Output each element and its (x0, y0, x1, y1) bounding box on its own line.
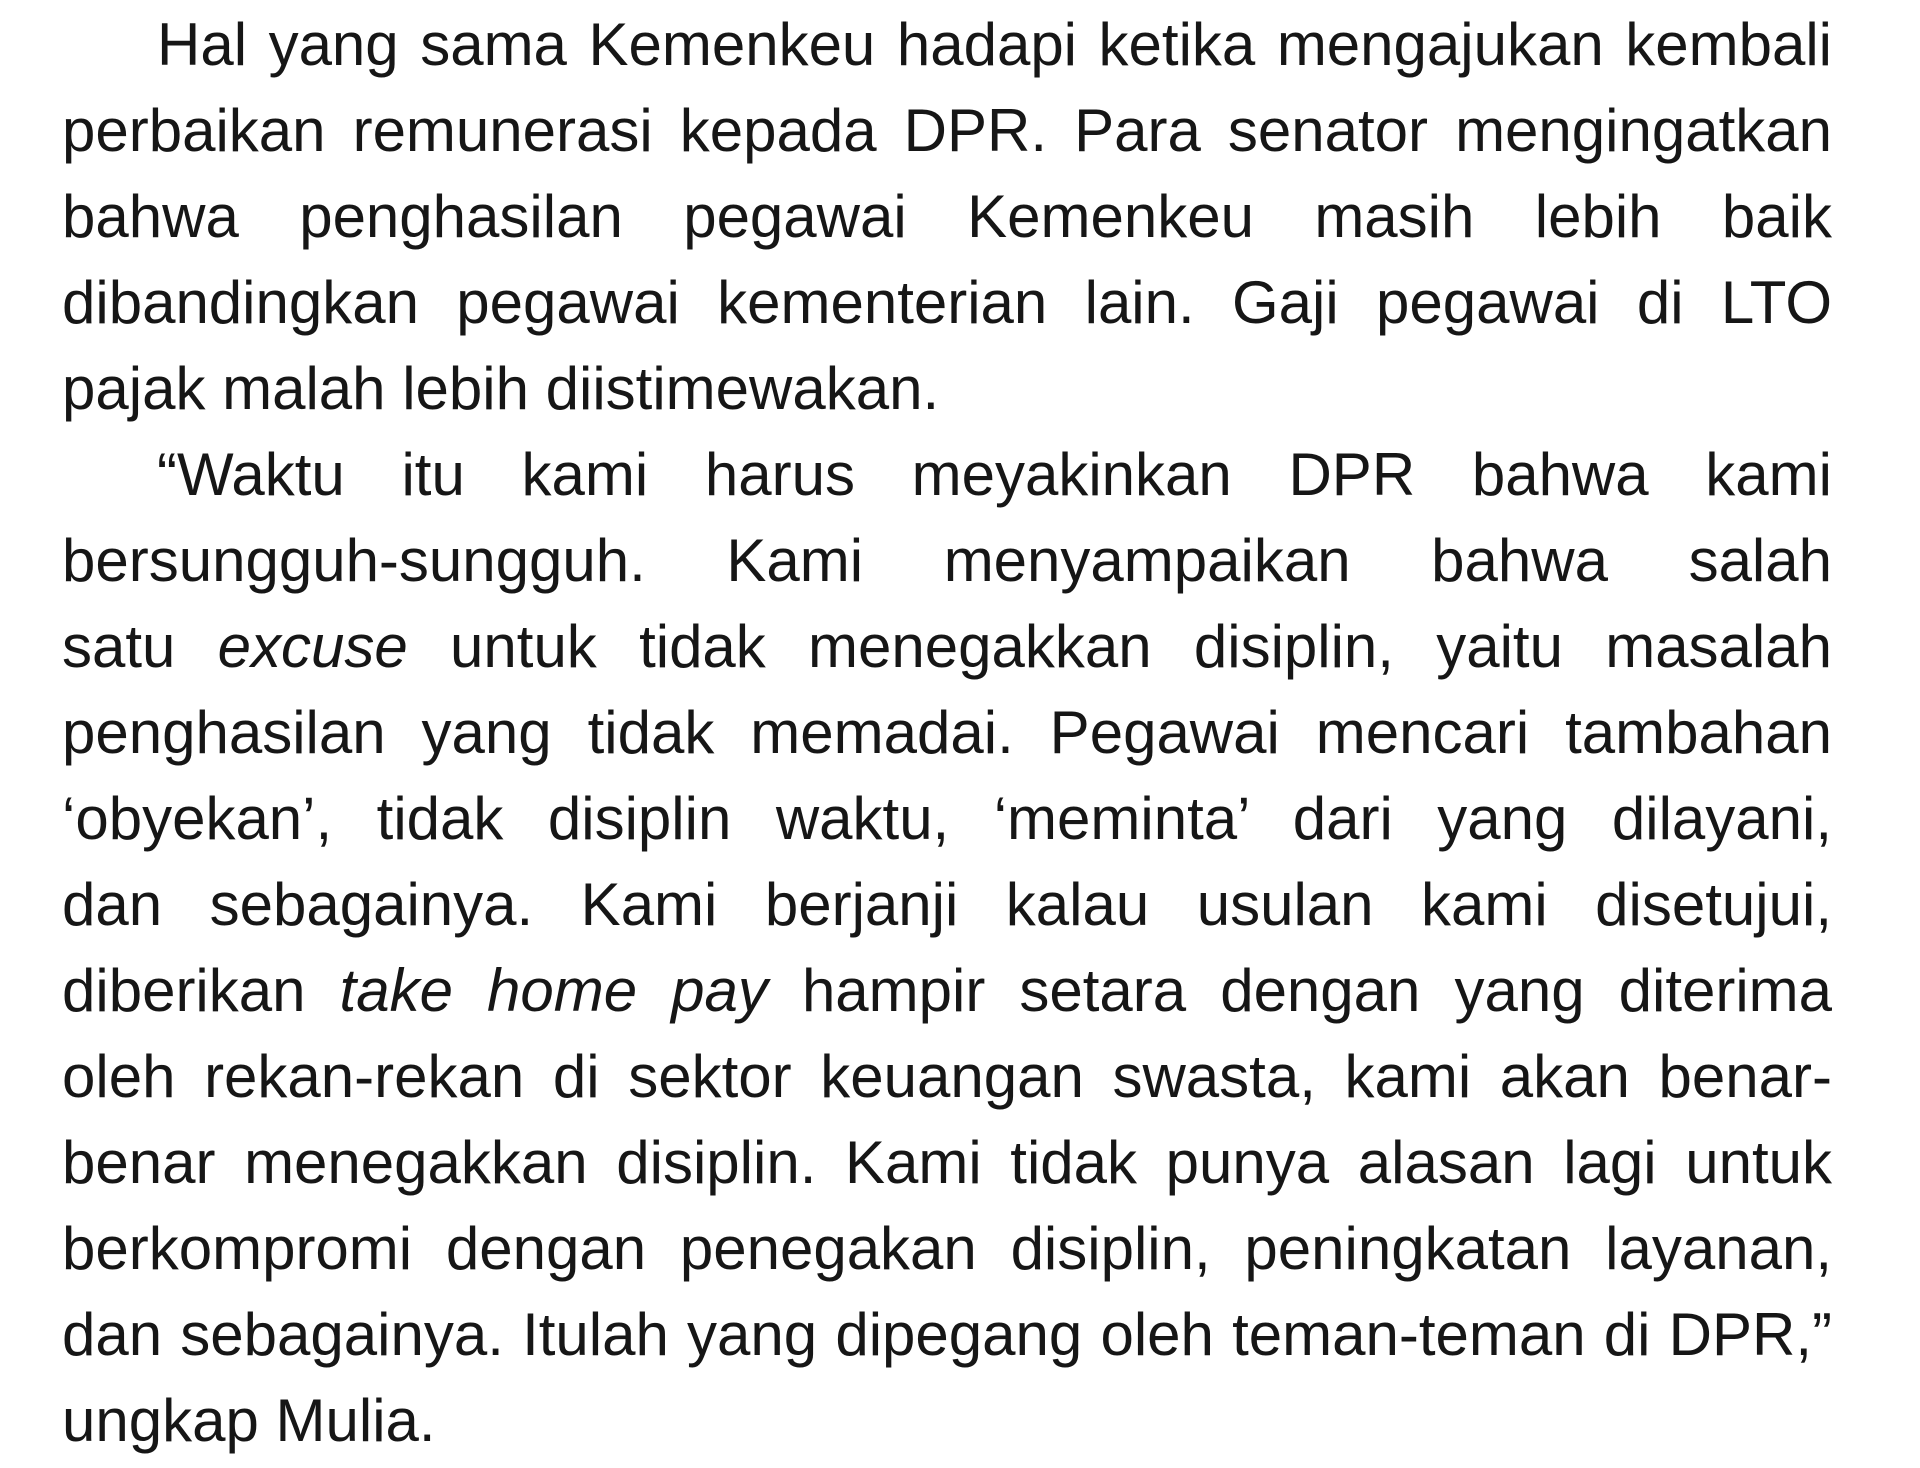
paragraph (62, 432, 1832, 1464)
italic-text-segment: excuse (217, 613, 408, 680)
text-segment: perbaikan remunerasi kepada DPR. Para senator mengingatkan (62, 97, 1832, 164)
text-segment: benar menegakkan disiplin. Kami tidak punya alasan lagi untuk (62, 1129, 1832, 1196)
text-line (62, 518, 1832, 604)
article-body-text (62, 2, 1832, 1464)
text-segment: pajak malah lebih diistimewakan. (62, 355, 940, 422)
text-line (62, 1120, 1832, 1206)
text-segment: hampir setara dengan yang diterima (767, 957, 1833, 1024)
text-line (62, 862, 1832, 948)
italic-text-segment: take home pay (339, 957, 768, 1024)
text-segment: berkompromi dengan penegakan disiplin, peningkatan layanan, (62, 1215, 1832, 1282)
text-segment: dibandingkan pegawai kementerian lain. Gaji pegawai di LTO (62, 269, 1832, 336)
text-segment: bahwa penghasilan pegawai Kemenkeu masih lebih baik (62, 183, 1832, 250)
text-segment: untuk tidak menegakkan disiplin, yaitu masalah (407, 613, 1832, 680)
text-line (62, 346, 1832, 432)
text-segment: ‘obyekan’, tidak disiplin waktu, ‘meminta’ dari yang dilayani, (62, 785, 1832, 852)
text-segment: bersungguh-sungguh. Kami menyampaikan bahwa salah (62, 527, 1832, 594)
text-line (62, 174, 1832, 260)
text-segment: oleh rekan-rekan di sektor keuangan swasta, kami akan benar- (62, 1043, 1832, 1110)
text-line (62, 776, 1832, 862)
text-segment: satu (62, 613, 218, 680)
text-line (62, 1034, 1832, 1120)
text-segment: dan sebagainya. Kami berjanji kalau usulan kami disetujui, (62, 871, 1832, 938)
text-line (62, 1206, 1832, 1292)
text-line (62, 432, 1832, 518)
text-segment: “Waktu itu kami harus meyakinkan DPR bahwa kami (157, 441, 1832, 508)
text-segment: dan sebagainya. Itulah yang dipegang oleh teman-teman di DPR,” (62, 1301, 1832, 1368)
paragraph (62, 2, 1832, 432)
text-line (62, 1292, 1832, 1378)
text-segment: ungkap Mulia. (62, 1387, 436, 1454)
text-line (62, 604, 1832, 690)
text-line (62, 690, 1832, 776)
text-segment: diberikan (62, 957, 340, 1024)
text-line (62, 88, 1832, 174)
text-line (62, 948, 1832, 1034)
text-segment: Hal yang sama Kemenkeu hadapi ketika mengajukan kembali (157, 11, 1832, 78)
text-line (62, 1378, 1832, 1464)
text-segment: penghasilan yang tidak memadai. Pegawai mencari tambahan (62, 699, 1832, 766)
text-line (62, 260, 1832, 346)
text-line (62, 2, 1832, 88)
